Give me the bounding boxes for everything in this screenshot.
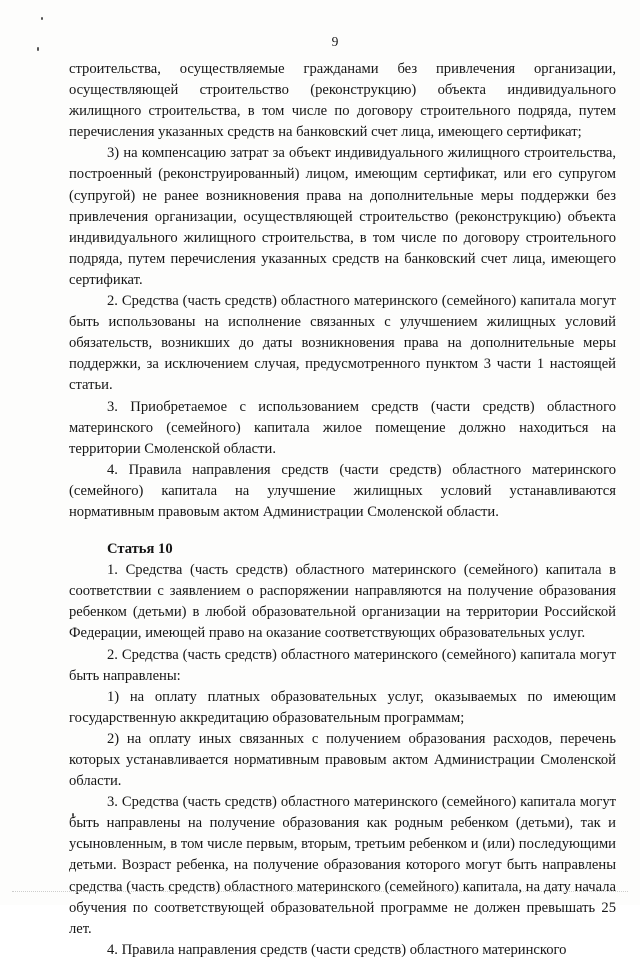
section-before-article <box>69 59 616 523</box>
paragraph: 1. Средства (часть средств) областного материнского (семейного) капитала в соответствии с заявлением о распоряжении направляются на получение образования ребенком (детьми) в любой образовательной организации на территории Российской Федерации, имеющей право на оказание соответствующих образовательных услуг. <box>69 562 616 642</box>
article-heading: Статья 10 <box>107 541 173 558</box>
paragraph: 2. Средства (часть средств) областного материнского (семейного) капитала могут быть направлены: <box>69 646 616 684</box>
paragraph: строительства, осуществляемые гражданами без привлечения организации, осуществляющей строительство (реконструкцию) объекта индивидуального жилищного строительства, в том числе по договору строительного подряда, путем перечисления указанных средств на банковский счет лица, имеющего сертификат; <box>69 61 616 141</box>
section-article-10 <box>69 560 616 961</box>
paragraph: 3. Средства (часть средств) областного материнского (семейного) капитала могут быть направлены на получение образования как родным ребенком (детьми), так и усыновленным, в том числе первым, вторым, третьим ребенком и (или) последующими детьми. Возраст ребенка, на получение образования которого могут быть направлены средства (часть средств) областного материнского (семейного) капитала, на дату начала обучения по соответствующей образовательной программе не должен превышать 25 лет. <box>69 794 616 937</box>
page-number: 9 <box>331 34 339 49</box>
paragraph: 4. Правила направления средств (части средств) областного материнского (семейного) капитала на улучшение жилищных условий устанавливаются нормативным правовым актом Администрации Смоленской области. <box>69 461 616 520</box>
paragraph: 2. Средства (часть средств) областного материнского (семейного) капитала могут быть использованы на исполнение связанных с улучшением жилищных условий обязательств, возникших до даты возникновения права на дополнительные меры поддержки, за исключением случая, предусмотренного пунктом 3 части 1 настоящей статьи. <box>69 293 616 394</box>
paragraph: 2) на оплату иных связанных с получением образования расходов, перечень которых устанавливается нормативным правовым актом Администрации Смоленской области. <box>69 730 616 790</box>
paragraph: 4. Правила направления средств (части средств) областного материнского <box>107 941 567 958</box>
scan-footer-noise <box>12 891 628 894</box>
paragraph: 1) на оплату платных образовательных услуг, оказываемых по имеющим государственную аккредитацию образовательным программам; <box>69 688 616 726</box>
scan-speck <box>41 17 43 20</box>
paragraph: 3) на компенсацию затрат за объект индивидуального жилищного строительства, построенный (реконструированный) лицом, имеющим сертификат, или его супругом (супругой) не ранее возникновения права на дополнительные меры поддержки без привлечения организации, осуществляющей строительство (реконструкцию) объекта индивидуального жилищного строительства, в том числе по договору строительного подряда, путем перечисления указанных средств на банковский счет лица, имеющего сертификат. <box>69 145 616 288</box>
paragraph: 3. Приобретаемое с использованием средств (части средств) областного материнского (семейного) капитала жилое помещение должно находиться на территории Смоленской области. <box>69 398 616 457</box>
document-body <box>69 59 616 961</box>
